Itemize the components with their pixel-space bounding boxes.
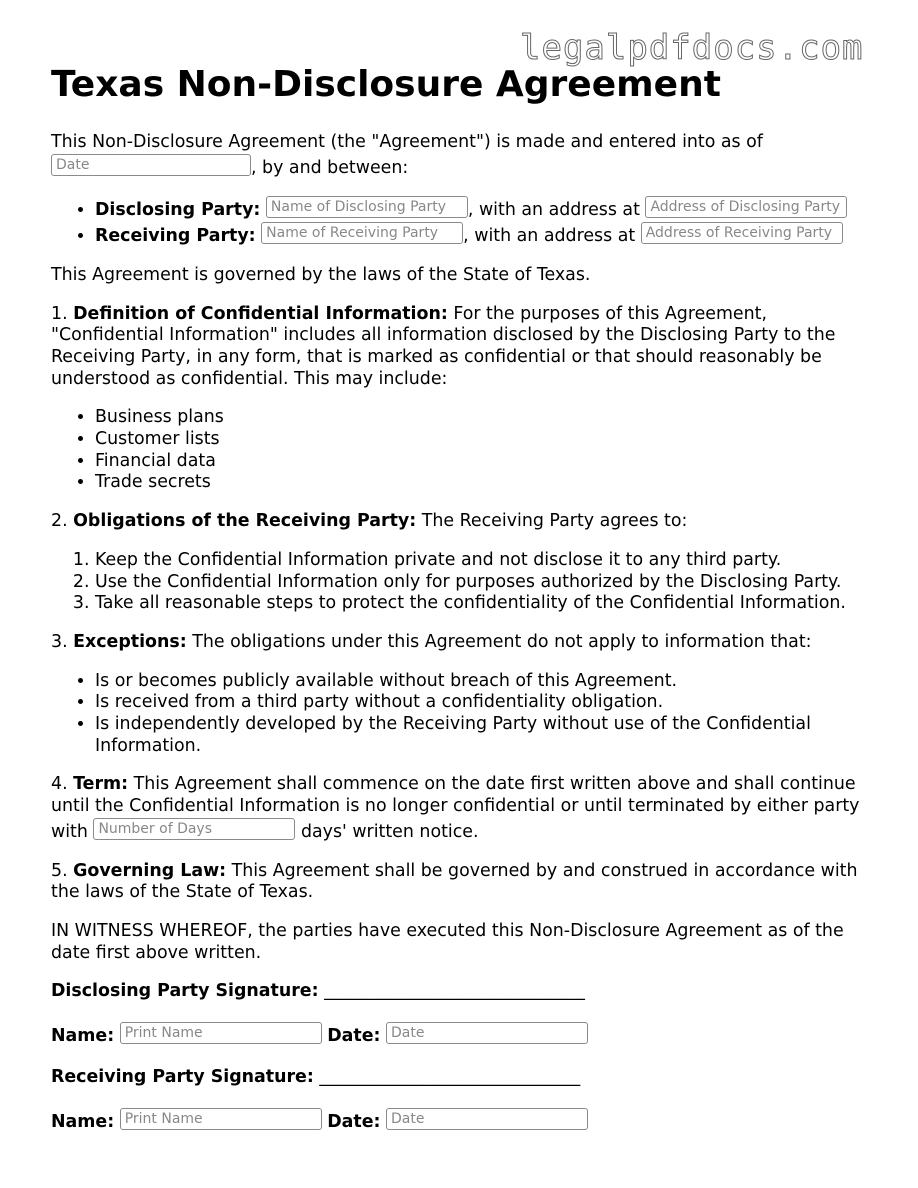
list-item: • Customer lists bbox=[95, 429, 881, 451]
list-item: • Trade secrets bbox=[95, 472, 881, 494]
agreement-date-field[interactable]: Date bbox=[51, 154, 251, 176]
disclosing-date-field[interactable]: Date bbox=[386, 1022, 588, 1044]
intro-text: This Non-Disclosure Agreement (the "Agreement") is made and entered into as of bbox=[51, 132, 763, 152]
section-number: 3. bbox=[51, 631, 68, 652]
disclosing-party-item bbox=[95, 196, 881, 222]
section-number: 5. bbox=[51, 860, 68, 881]
receiving-party-label: Receiving Party: bbox=[95, 226, 256, 247]
receiving-party-address-field[interactable]: Address of Receiving Party bbox=[641, 222, 843, 244]
exceptions-heading: Exceptions: bbox=[73, 631, 187, 652]
governed-paragraph: This Agreement is governed by the laws of the State of Texas. bbox=[51, 264, 591, 285]
list-item: 1. Keep the Confidential Information private and not disclose it to any third party. bbox=[95, 550, 881, 572]
date-label: Date: bbox=[327, 1111, 381, 1132]
obligations-heading: Obligations of the Receiving Party: bbox=[73, 511, 417, 532]
notice-days-field[interactable]: Number of Days bbox=[93, 818, 295, 840]
intro-paragraph bbox=[51, 132, 881, 179]
term-paragraph bbox=[51, 774, 881, 843]
date-label: Date: bbox=[327, 1026, 381, 1047]
receiving-signature-row bbox=[51, 1067, 881, 1089]
parties-list bbox=[51, 196, 881, 247]
receiving-party-connector: , with an address at bbox=[463, 226, 636, 247]
definition-text: For the purposes of this Agreement, "Confidential Information" includes all information disclosed by the Disclosing Party to the Receiving Party, in any form, that is marked as confidential or that should reasonably be understood as confidential. This may include: bbox=[51, 303, 836, 389]
definition-paragraph bbox=[51, 304, 881, 391]
governing-law-text: This Agreement shall be governed by and construed in accordance with the laws of the State of Texas. bbox=[51, 860, 858, 903]
intro-text-after: , by and between: bbox=[251, 157, 409, 178]
list-item: • Is independently developed by the Receiving Party without use of the Confidential Information. bbox=[95, 714, 881, 757]
exceptions-paragraph bbox=[51, 632, 881, 654]
document-body bbox=[51, 132, 881, 1152]
exceptions-text: The obligations under this Agreement do not apply to information that: bbox=[192, 631, 812, 652]
list-item: 3. Take all reasonable steps to protect the confidentiality of the Confidential Information. bbox=[95, 593, 881, 615]
receiving-signature-line[interactable]: ______________________________ bbox=[319, 1066, 581, 1087]
list-item: • Is received from a third party without a confidentiality obligation. bbox=[95, 692, 881, 714]
exceptions-list bbox=[51, 671, 881, 758]
watermark: legalpdfdocs.com bbox=[520, 28, 864, 68]
confidential-info-list bbox=[51, 407, 881, 494]
signature-section bbox=[51, 981, 881, 1133]
receiving-signature-label: Receiving Party Signature: bbox=[51, 1066, 314, 1087]
receiving-name-date-row bbox=[51, 1108, 881, 1134]
witness-paragraph: IN WITNESS WHEREOF, the parties have executed this Non-Disclosure Agreement as of the date first above written. bbox=[51, 920, 844, 963]
disclosing-party-connector: , with an address at bbox=[467, 200, 640, 221]
receiving-party-item bbox=[95, 222, 881, 248]
term-heading: Term: bbox=[73, 774, 129, 795]
list-item: • Business plans bbox=[95, 407, 881, 429]
governing-law-paragraph bbox=[51, 861, 881, 904]
disclosing-signature-line[interactable]: ______________________________ bbox=[324, 981, 585, 1002]
section-number: 4. bbox=[51, 774, 68, 795]
receiving-print-name-field[interactable]: Print Name bbox=[120, 1108, 322, 1130]
receiving-date-field[interactable]: Date bbox=[386, 1108, 588, 1130]
disclosing-print-name-field[interactable]: Print Name bbox=[120, 1022, 322, 1044]
disclosing-name-date-row bbox=[51, 1022, 881, 1048]
section-number: 1. bbox=[51, 303, 68, 324]
disclosing-party-address-field[interactable]: Address of Disclosing Party bbox=[645, 196, 847, 218]
list-item: 2. Use the Confidential Information only for purposes authorized by the Disclosing Party. bbox=[95, 572, 881, 594]
obligations-list bbox=[51, 550, 881, 615]
term-text-after: days' written notice. bbox=[300, 821, 479, 842]
name-label: Name: bbox=[51, 1111, 115, 1132]
receiving-party-name-field[interactable]: Name of Receiving Party bbox=[261, 222, 463, 244]
disclosing-signature-label: Disclosing Party Signature: bbox=[51, 981, 319, 1002]
disclosing-signature-row bbox=[51, 981, 881, 1003]
definition-heading: Definition of Confidential Information: bbox=[73, 303, 448, 324]
obligations-paragraph bbox=[51, 511, 881, 533]
term-text: This Agreement shall commence on the date first written above and shall continue until the Confidential Information is no longer confidential or until terminated by either party with bbox=[51, 774, 860, 842]
disclosing-party-name-field[interactable]: Name of Disclosing Party bbox=[266, 196, 468, 218]
governing-law-heading: Governing Law: bbox=[73, 860, 227, 881]
disclosing-party-label: Disclosing Party: bbox=[95, 200, 261, 221]
section-number: 2. bbox=[51, 511, 68, 532]
page-title: Texas Non-Disclosure Agreement bbox=[51, 64, 721, 105]
list-item: • Financial data bbox=[95, 451, 881, 473]
obligations-text: The Receiving Party agrees to: bbox=[421, 511, 688, 532]
name-label: Name: bbox=[51, 1026, 115, 1047]
list-item: • Is or becomes publicly available without breach of this Agreement. bbox=[95, 671, 881, 693]
